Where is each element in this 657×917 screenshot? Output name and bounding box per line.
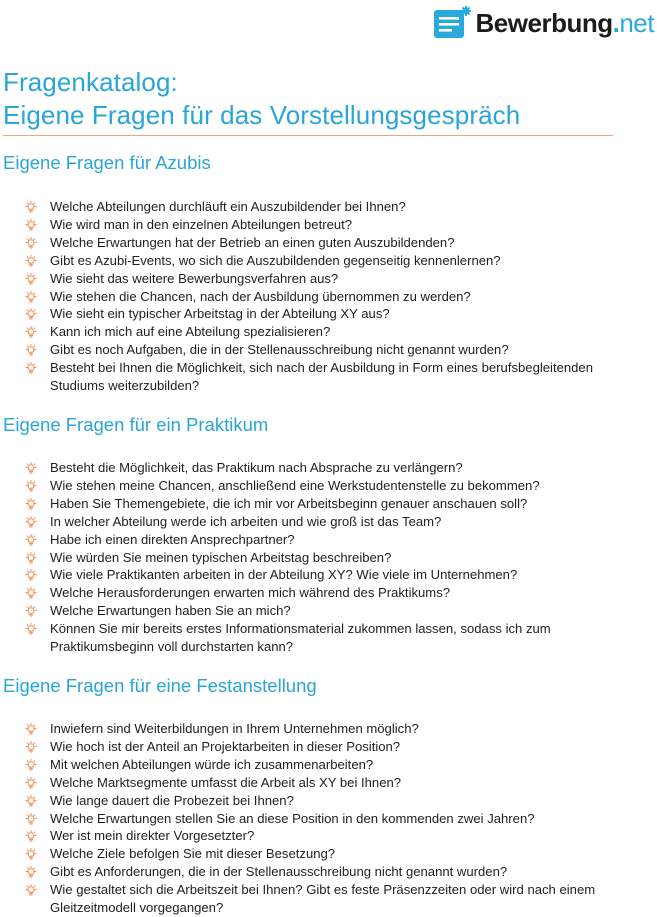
lightbulb-icon xyxy=(25,462,37,474)
lightbulb-icon xyxy=(25,759,37,771)
lightbulb-icon xyxy=(25,326,37,338)
logo[interactable] xyxy=(433,6,654,40)
question-text: Besteht die Möglichkeit, das Praktikum nach Absprache zu verlängern? xyxy=(50,460,463,475)
lightbulb-icon xyxy=(25,534,37,546)
lightbulb-icon xyxy=(25,498,37,510)
question-text: Welche Abteilungen durchläuft ein Auszubildender bei Ihnen? xyxy=(50,199,406,214)
question-item xyxy=(25,198,650,216)
question-text: Welche Erwartungen stellen Sie an diese Position in den kommenden zwei Jahren? xyxy=(50,810,535,826)
question-item xyxy=(25,305,650,323)
question-text: Wie sieht das weitere Bewerbungsverfahren aus? xyxy=(50,270,339,286)
question-text: Kann ich mich auf eine Abteilung spezialisieren? xyxy=(50,324,331,340)
lightbulb-icon xyxy=(25,605,37,617)
page-title xyxy=(3,66,520,132)
question-text: Inwiefern sind Weiterbildungen in Ihrem Unternehmen möglich? xyxy=(50,721,419,736)
question-text: Welche Herausforderungen erwarten mich während des Praktikums? xyxy=(50,585,451,601)
question-item xyxy=(25,341,650,359)
question-text: Welche Erwartungen haben Sie an mich? xyxy=(50,603,291,619)
question-list-praktikum xyxy=(25,459,650,656)
question-text: Wie stehen meine Chancen, anschließend eine Werkstudentenstelle zu bekommen? xyxy=(50,477,540,493)
lightbulb-icon xyxy=(25,813,37,825)
question-item xyxy=(25,495,650,513)
question-item xyxy=(25,513,650,531)
question-item xyxy=(25,863,650,881)
lightbulb-icon xyxy=(25,237,37,249)
question-text: Können Sie mir bereits erstes Informationsmaterial zukommen lassen, sodass ich zum Praktikumsbeginn voll durchstarten kann? xyxy=(50,621,551,655)
lightbulb-icon xyxy=(25,516,37,528)
question-text: Welche Erwartungen hat der Betrieb an einen guten Auszubildenden? xyxy=(50,234,455,250)
lightbulb-icon xyxy=(25,723,37,735)
question-item xyxy=(25,756,650,774)
lightbulb-icon xyxy=(25,795,37,807)
question-item xyxy=(25,288,650,306)
lightbulb-icon xyxy=(25,623,37,635)
question-item xyxy=(25,252,650,270)
section-title-azubis: Eigene Fragen für Azubis xyxy=(3,152,211,173)
question-text: Mit welchen Abteilungen würde ich zusammenarbeiten? xyxy=(50,756,374,772)
logo-text: Bewerbung.net xyxy=(475,8,654,38)
question-item xyxy=(25,620,650,656)
document-star-icon xyxy=(433,6,471,40)
question-list-azubis xyxy=(25,198,650,395)
question-text: Wie lange dauert die Probezeit bei Ihnen? xyxy=(50,792,294,808)
question-text: Wie würden Sie meinen typischen Arbeitstag beschreiben? xyxy=(50,549,392,565)
question-text: Haben Sie Themengebiete, die ich mir vor Arbeitsbeginn genauer anschauen soll? xyxy=(50,495,528,511)
section-title-praktikum: Eigene Fragen für ein Praktikum xyxy=(3,414,269,435)
question-text: Besteht bei Ihnen die Möglichkeit, sich nach der Ausbildung in Form eines berufsbegleitenden Studiums weiterzubilden? xyxy=(50,360,594,394)
lightbulb-icon xyxy=(25,291,37,303)
question-text: Gibt es noch Aufgaben, die in der Stellenausschreibung nicht genannt wurden? xyxy=(50,342,509,358)
question-item xyxy=(25,549,650,567)
lightbulb-icon xyxy=(25,830,37,842)
question-item xyxy=(25,602,650,620)
question-item xyxy=(25,881,650,917)
lightbulb-icon xyxy=(25,741,37,753)
question-item xyxy=(25,566,650,584)
lightbulb-icon xyxy=(25,362,37,374)
question-list-festanstellung xyxy=(25,720,650,917)
lightbulb-icon xyxy=(25,219,37,231)
lightbulb-icon xyxy=(25,201,37,213)
question-item xyxy=(25,323,650,341)
question-item xyxy=(25,738,650,756)
lightbulb-icon xyxy=(25,866,37,878)
question-text: Wie viele Praktikanten arbeiten in der Abteilung XY? Wie viele im Unternehmen? xyxy=(50,567,518,583)
lightbulb-icon xyxy=(25,884,37,896)
lightbulb-icon xyxy=(25,344,37,356)
title-divider xyxy=(3,135,613,136)
question-item xyxy=(25,459,650,477)
question-item xyxy=(25,774,650,792)
question-text: Wie gestaltet sich die Arbeitszeit bei Ihnen? Gibt es feste Präsenzzeiten oder wird nach einem Gleitzeitmodell vorgegangen? xyxy=(50,882,596,916)
question-text: Gibt es Anforderungen, die in der Stellenausschreibung nicht genannt wurden? xyxy=(50,864,508,880)
question-text: Wie sieht ein typischer Arbeitstag in der Abteilung XY aus? xyxy=(50,306,390,322)
question-item xyxy=(25,216,650,234)
lightbulb-icon xyxy=(25,308,37,320)
lightbulb-icon xyxy=(25,587,37,599)
question-item xyxy=(25,810,650,828)
question-item xyxy=(25,584,650,602)
question-item xyxy=(25,827,650,845)
question-item xyxy=(25,531,650,549)
question-text: In welcher Abteilung werde ich arbeiten und wie groß ist das Team? xyxy=(50,513,442,529)
question-text: Welche Ziele befolgen Sie mit dieser Besetzung? xyxy=(50,846,336,862)
question-item xyxy=(25,359,650,395)
question-text: Wie stehen die Chancen, nach der Ausbildung übernommen zu werden? xyxy=(50,288,471,304)
lightbulb-icon xyxy=(25,848,37,860)
question-text: Habe ich einen direkten Ansprechpartner? xyxy=(50,531,295,547)
lightbulb-icon xyxy=(25,480,37,492)
question-item xyxy=(25,234,650,252)
question-text: Gibt es Azubi-Events, wo sich die Auszubildenden gegenseitig kennenlernen? xyxy=(50,252,501,268)
section-title-festanstellung: Eigene Fragen für eine Festanstellung xyxy=(3,675,317,696)
lightbulb-icon xyxy=(25,777,37,789)
question-item xyxy=(25,270,650,288)
question-text: Wie wird man in den einzelnen Abteilungen betreut? xyxy=(50,216,353,232)
lightbulb-icon xyxy=(25,273,37,285)
question-item xyxy=(25,845,650,863)
question-text: Wer ist mein direkter Vorgesetzter? xyxy=(50,828,255,844)
page-title-line-1: Fragenkatalog: xyxy=(3,67,178,97)
question-item xyxy=(25,477,650,495)
question-item xyxy=(25,792,650,810)
lightbulb-icon xyxy=(25,569,37,581)
lightbulb-icon xyxy=(25,552,37,564)
question-text: Wie hoch ist der Anteil an Projektarbeiten in dieser Position? xyxy=(50,738,401,754)
question-item xyxy=(25,720,650,738)
lightbulb-icon xyxy=(25,255,37,267)
question-text: Welche Marktsegmente umfasst die Arbeit als XY bei Ihnen? xyxy=(50,774,402,790)
page-title-line-2: Eigene Fragen für das Vorstellungsgespräch xyxy=(3,100,521,130)
